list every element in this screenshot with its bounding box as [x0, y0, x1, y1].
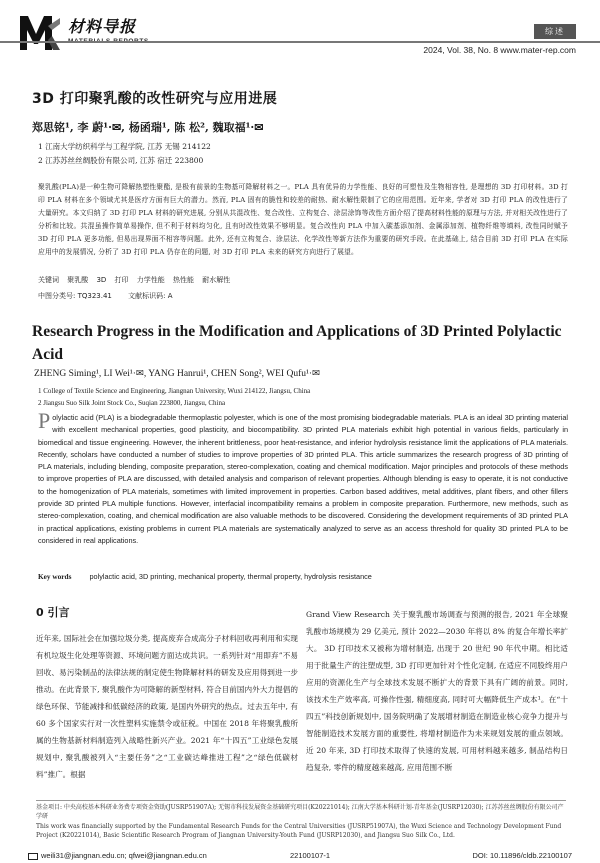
doi: DOI: 10.11896/cldb.22100107 [472, 851, 572, 860]
chinese-abstract: 聚乳酸(PLA)是一种生物可降解热塑性聚酯, 是极有前景的生物基可降解材料之一。PLA 具有优异的力学性能、良好的可塑性及生物相容性, 是理想的 3D 打印材料。3D 打印 PLA 材料在多个领域尤其是医疗方面有巨大的潜力。然而, PLA 固有的脆性和较差的耐热、耐水解性限制了它的应用范围。近年来, 学者对 3D 打印 PLA 的改性进行了大量研究。本文归纳了 3D 打印 PLA 材料的研究进展, 分别从共混改性、复合改性、立构复合、涂层涂饰等改性方面介绍了提高材料性能的原理与方法, 并对相关改性进行了分析和比较。共混虽操作简单易操作, 但不利于材料均匀化, 且有时改性效果不够明显。复合改性向 PLA 中加入碳基添加剂、金属添加剂、植物纤维等填料, 改性同时赋予 3D 打印 PLA 更多功能, 但易出现界面不相容等问题。此外, 还有立构复合、涂层法、化学改性等新方法作为重要的研究手段。在此基础上, 结合目前 3D 打印 PLA 在实际应用中的发展情况, 分析了 3D 打印 PLA 仍存在的问题, 对 3D 打印 PLA 未来的研究方向进行了展望。 [38, 183, 568, 256]
chinese-affiliation: 2 江苏苏丝丝绸股份有限公司, 江苏 宿迁 223800 [38, 156, 204, 165]
english-keywords [38, 572, 372, 581]
journal-logo [18, 12, 208, 60]
keywords-label: Key words [38, 572, 72, 581]
chinese-title: 3D 打印聚乳酸的改性研究与应用进展 [32, 91, 278, 107]
footnote-divider [36, 800, 566, 801]
english-affiliation: 2 Jiangsu Suo Silk Joint Stock Co., Suqian 223800, Jiangsu, China [38, 399, 226, 407]
header-divider [0, 41, 600, 43]
page-footer [0, 851, 600, 863]
english-title: Research Progress in the Modification and Applications of 3D Printed Polylactic Acid [32, 323, 562, 363]
document-code: 文献标识码: A [128, 292, 173, 300]
funding-footnote-chinese: 基金项目: 中央高校基本科研业务费专项资金资助(JUSRP51907A); 无锡市科技发展资金基础研究项目(K20221014); 江南大学基本科研计划-青年基金(JUSRP12030); 江苏苏丝丝绸股份有限公司产学研 [36, 804, 564, 820]
chinese-affiliation: 1 江南大学纺织科学与工程学院, 江苏 无锡 214122 [38, 142, 211, 151]
body-column-right: Grand View Research 关于聚乳酸市场调查与预测的报告, 2021 年全球聚乳酸市场规模为 29 亿美元, 预计 2022—2030 年将以 8% 的复合年增长率扩大。 3D 打印技术又被称为增材制造, 出现于 20 世纪 90 年代中期。相比适用于批量生产的注塑成型, 3D 打印更加针对个性化定制, 在适应不同股终用户应用的资源化生产与全球技术发展不断扩大的背景下具有广阔的前景。同时, 该技术生产效率高, 可操作性强, 精细度高, 同时可大幅降低生产成本¹。在“十四五”科技创新规划中, 国务院明确了发展增材制造在制造业核心竞争力提升与智能制造技术发展方面的重要性, 将增材制造作为未来规划发展的重点领域。近 20 年来, 3D 打印技术取得了快速的发展, 可用材料越来越多, 制品结构日趋复杂, 零件的精度越来越高, 应用范围不断 [306, 610, 568, 772]
logo-mr-mark [18, 12, 62, 52]
keywords-list: polylactic acid, 3D printing, mechanical property, thermal property, hydrolysis resistance [89, 572, 372, 581]
page-number: 22100107-1 [290, 851, 331, 860]
english-abstract-text: olylactic acid (PLA) is a biodegradable thermoplastic polyester, which is one of the most promising biodegradable materials. PLA is an ideal 3D printing material with excellent mechanical properties, good plasticity, and biocompatibility. 3D printed PLA materials exhibit high potential in various fields, particularly in biomedical and tissue engineering. However, the inherent brittleness, poor heat-resistance, and inferior hydrolysis resistance limit the applications of PLA materials. Recently, scholars have conducted a number of studies to improve properties of 3D printed PLA. This article summarizes the research progress of 3D printing of PLA materials, including blending, composite preparation, stereo-complexation, coating and chemical modification. Major principles and protocols of these methods to improve properties of PLA are discussed, with detailed analysis and comparison of relevant properties. Although blending is easy to operate, it is not conductive to the homogenization of PLA materials, sometimes with limited improvement in properties. Carbon based additives, metal additives, plant fibers, and other fillers provide 3D printed PLA multiple functions. However, interfacial incompatibility remains a problem in composite preparation. Furthermore, new methods, such as stereo-complexation, coating, and chemical modification are also valuable methods to be discovered. Considering the development requirements of 3D printed PLA in practical applications, existing problems in current PLA materials are systematically analyzed to serve as an access threshold for quality 3D printed PLA to be considered in real applications. [38, 413, 568, 545]
english-affiliation: 1 College of Textile Science and Engineering, Jiangnan University, Wuxi 214122, Jiangsu, China [38, 387, 311, 395]
abstract-dropcap: P [38, 408, 51, 433]
chinese-classification [38, 291, 186, 301]
body-column-left: 近年来, 国际社会在加强垃圾分类, 提高废弃合成高分子材料回收再利用和实现有机垃圾生化处理等资源、环境问题方面达成共识。一系列针对“用即弃”不易回收、易污染制品的法律法规的制定使生物降解材料的研发及应用得到进一步推动。在此背景下, 聚乳酸作为可降解的新型材料, 符合目前国内外大力提倡的绿色环保、节能减排和低碳经济的政策, 是国内外研究的热点。过去五年中, 有 60 多个国家实行对一次性塑料实施禁令或征税。中国在 2018 年将聚乳酸所属的生物基新材料制造列入战略性新兴产业。2021 年“十四五”工业绿色发展规划中, 聚乳酸被列入“主要任务”之“工业碳达峰推进工程”之“绿色低碳材料”推广。根据 [36, 634, 298, 779]
corresponding-email [28, 851, 207, 860]
journal-header [0, 0, 600, 62]
funding-footnote-english: This work was financially supported by the Fundamental Research Funds for the Central Universities (JUSRP51907A), the Wuxi Science and Technology Development Fund Project (K20221014), Basic Scientific Research Program of Jiangnan University-Youth Fund (JUSRP12030), and Jiangsu Suo Silk Co., Ltd. [36, 823, 562, 839]
english-abstract [38, 408, 568, 547]
journal-volume-info: 2024, Vol. 38, No. 8 www.mater-rep.com [423, 45, 576, 55]
chinese-authors: 郑思铭¹, 李 蔚¹·✉, 杨函瑞¹, 陈 松², 魏取福¹·✉ [32, 121, 264, 134]
section-tab: 综述 [534, 24, 576, 39]
clc-number: 中图分类号: TQ323.41 [38, 292, 112, 300]
section-heading-introduction: 0 引言 [36, 606, 70, 619]
email-text: weili31@jiangnan.edu.cn; qfwei@jiangnan.edu.cn [41, 851, 207, 860]
chinese-keywords: 关键词 聚乳酸 3D 打印 力学性能 热性能 耐水解性 [38, 276, 231, 284]
english-authors: ZHENG Siming¹, LI Wei¹·✉, YANG Hanrui¹, CHEN Song², WEI Qufu¹·✉ [34, 369, 320, 379]
logo-chinese-name: 材料导报 [68, 17, 137, 36]
envelope-icon [28, 853, 38, 860]
